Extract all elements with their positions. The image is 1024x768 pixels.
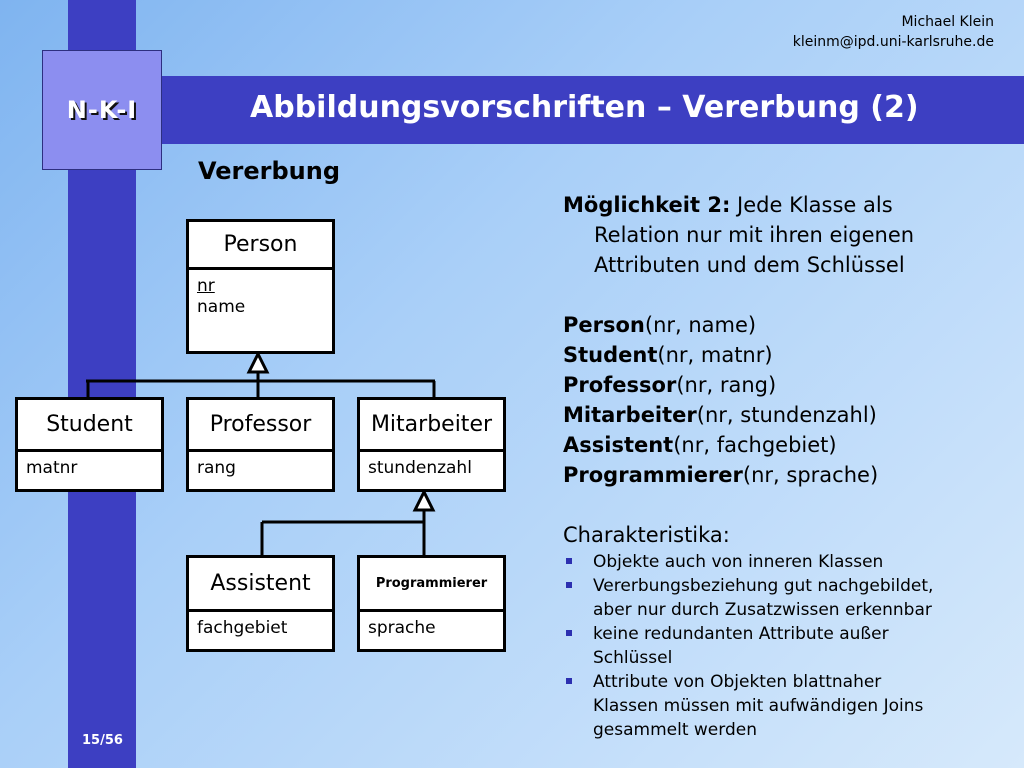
relation-schema	[563, 340, 1003, 370]
author-name: Michael Klein	[901, 14, 994, 30]
class-attributes	[189, 612, 332, 645]
list-item-text: Klassen müssen mit aufwändigen Joins	[593, 696, 924, 716]
slide-title: Abbildungsvorschriften – Vererbung (2)	[250, 90, 919, 125]
page-number: 15/56	[82, 733, 123, 748]
relation-schema	[563, 460, 1003, 490]
list-item	[563, 670, 1003, 742]
logo	[42, 50, 162, 170]
class-name: Assistent	[189, 558, 332, 612]
option-text: Jede Klasse als	[730, 193, 893, 217]
relation-schema	[563, 310, 1003, 340]
characteristics-list	[563, 550, 1003, 742]
class-assistent	[186, 555, 335, 652]
class-mitarbeiter	[357, 397, 506, 492]
list-item-text: keine redundanten Attribute außer	[593, 624, 889, 644]
mitarbeiter-generalization-arrow	[415, 492, 433, 510]
class-name: Person	[189, 222, 332, 270]
relation-name: Mitarbeiter	[563, 403, 697, 427]
class-name: Professor	[189, 400, 332, 452]
square-bullet-icon	[566, 582, 572, 588]
relation-attributes: (nr, matnr)	[657, 343, 773, 367]
relation-schema	[563, 430, 1003, 460]
relation-attributes: (nr, stundenzahl)	[696, 403, 877, 427]
list-item-text: Objekte auch von inneren Klassen	[593, 552, 884, 572]
author-email: kleinm@ipd.uni-karlsruhe.de	[792, 34, 994, 50]
class-name: Mitarbeiter	[360, 400, 503, 452]
logo-text: N-K-I	[66, 96, 138, 124]
relation-attributes: (nr, name)	[644, 313, 757, 337]
class-name: Programmierer	[360, 558, 503, 612]
relation-name: Professor	[563, 373, 677, 397]
list-item	[563, 622, 1003, 670]
class-attributes	[360, 612, 503, 645]
attribute: rang	[197, 458, 236, 478]
attribute: fachgebiet	[197, 618, 288, 638]
relation-schema	[563, 400, 1003, 430]
diagram-heading: Vererbung	[198, 157, 341, 185]
author-info	[793, 12, 994, 52]
relation-name: Person	[563, 313, 645, 337]
square-bullet-icon	[566, 558, 572, 564]
attribute: stundenzahl	[368, 458, 472, 478]
class-attributes	[189, 452, 332, 485]
relation-name: Assistent	[563, 433, 674, 457]
list-item-text: Schlüssel	[593, 648, 673, 668]
class-attributes	[18, 452, 161, 485]
list-item-text: Vererbungsbeziehung gut nachgebildet,	[593, 576, 934, 596]
relation-attributes: (nr, fachgebiet)	[673, 433, 837, 457]
attribute-primary-key: nr	[197, 276, 215, 296]
relation-schema	[563, 370, 1003, 400]
list-item-text: gesammelt werden	[593, 720, 757, 740]
list-item	[563, 574, 1003, 622]
explanation-panel	[563, 190, 1003, 742]
class-person	[186, 219, 335, 354]
option-text: Attributen und dem Schlüssel	[594, 253, 905, 277]
list-item	[563, 550, 1003, 574]
person-generalization-arrow	[249, 354, 267, 372]
option-label: Möglichkeit 2:	[563, 193, 731, 217]
class-attributes	[189, 270, 332, 324]
relation-name: Student	[563, 343, 658, 367]
relation-attributes: (nr, rang)	[676, 373, 777, 397]
characteristics-title: Charakteristika:	[563, 523, 730, 547]
list-item-text: aber nur durch Zusatzwissen erkennbar	[593, 600, 932, 620]
option-text: Relation nur mit ihren eigenen	[594, 223, 915, 247]
square-bullet-icon	[566, 678, 572, 684]
class-programmierer	[357, 555, 506, 652]
list-item-text: Attribute von Objekten blattnaher	[593, 672, 882, 692]
relation-attributes: (nr, sprache)	[742, 463, 879, 487]
class-professor	[186, 397, 335, 492]
attribute: name	[197, 297, 246, 317]
relation-name: Programmierer	[563, 463, 743, 487]
option-description	[563, 190, 1003, 280]
attribute: matnr	[26, 458, 78, 478]
class-name: Student	[18, 400, 161, 452]
attribute: sprache	[368, 618, 436, 638]
square-bullet-icon	[566, 630, 572, 636]
relation-list	[563, 310, 1003, 490]
class-attributes	[360, 452, 503, 485]
class-student	[15, 397, 164, 492]
